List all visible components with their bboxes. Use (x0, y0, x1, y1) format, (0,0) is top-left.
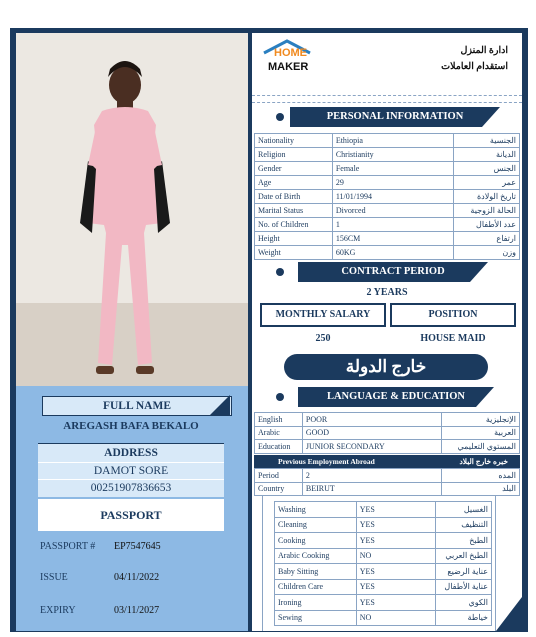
row-label: Sewing (275, 610, 357, 626)
row-arabic-label: الإنجليزية (442, 413, 520, 427)
table-row (275, 502, 492, 518)
row-value: YES (356, 564, 435, 580)
personal-info-header (290, 107, 500, 127)
table-row (255, 440, 520, 454)
row-label: Period (255, 469, 303, 483)
row-label: Religion (255, 148, 333, 162)
left-column (16, 33, 248, 631)
row-label: Arabic Cooking (275, 548, 357, 564)
contract-period-title: CONTRACT PERIOD (341, 266, 445, 277)
row-label: Date of Birth (255, 190, 333, 204)
row-arabic-label: التنظيف (436, 517, 492, 533)
row-value: YES (356, 595, 435, 611)
monthly-salary-label (260, 303, 386, 327)
row-value: Ethiopia (332, 134, 453, 148)
bullet-icon (276, 268, 284, 276)
row-value: Christianity (332, 148, 453, 162)
personal-info-title: PERSONAL INFORMATION (326, 111, 464, 122)
row-value: 29 (332, 176, 453, 190)
row-label: Cooking (275, 533, 357, 549)
phone-value: 00251907836653 (38, 479, 224, 497)
row-value: Female (332, 162, 453, 176)
previous-employment-table (254, 468, 520, 496)
passport-number-value: EP7547645 (114, 541, 161, 552)
logo-maker-text: MAKER (268, 61, 309, 73)
row-label: Children Care (275, 579, 357, 595)
table-row (255, 176, 520, 190)
passport-label: PASSPORT (38, 499, 224, 531)
expiry-value: 03/11/2027 (114, 605, 160, 616)
row-arabic-label: وزن (454, 246, 520, 260)
row-label: Gender (255, 162, 333, 176)
table-row (275, 533, 492, 549)
row-arabic-label: المستوي التعليمي (442, 440, 520, 454)
person-figure (16, 33, 248, 386)
row-label: Nationality (255, 134, 333, 148)
row-arabic-label: الطبخ (436, 533, 492, 549)
row-arabic-label: الديانة (454, 148, 520, 162)
contract-period-header (298, 262, 488, 282)
row-label: Height (255, 232, 333, 246)
position-label (390, 303, 516, 327)
row-value: YES (356, 517, 435, 533)
bullet-icon (276, 393, 284, 401)
row-label: Arabic (255, 426, 303, 440)
row-arabic-label: الطبخ العربي (436, 548, 492, 564)
row-arabic-label: العربية (442, 426, 520, 440)
row-value: POOR (302, 413, 441, 427)
table-row (255, 426, 520, 440)
row-arabic-label: الحالة الزوجية (454, 204, 520, 218)
row-value: YES (356, 579, 435, 595)
row-value: 11/01/1994 (332, 190, 453, 204)
header-divider (252, 95, 522, 103)
table-row (275, 564, 492, 580)
row-label: Education (255, 440, 303, 454)
full-name-label: FULL NAME (42, 396, 232, 416)
language-education-table (254, 412, 520, 454)
row-value: YES (356, 502, 435, 518)
row-value: 156CM (332, 232, 453, 246)
row-arabic-label: عدد الأطفال (454, 218, 520, 232)
previous-employment-header (254, 455, 520, 468)
monthly-salary-title: MONTHLY SALARY (275, 309, 371, 320)
row-label: Weight (255, 246, 333, 260)
row-arabic-label: الكوي (436, 595, 492, 611)
table-row (255, 218, 520, 232)
table-row (255, 162, 520, 176)
row-label: Marital Status (255, 204, 333, 218)
table-row (275, 610, 492, 626)
address-value: DAMOT SORE (38, 462, 224, 479)
row-label: Cleaning (275, 517, 357, 533)
company-logo (262, 39, 312, 79)
table-row (255, 134, 520, 148)
row-label: Baby Sitting (275, 564, 357, 580)
table-row (255, 148, 520, 162)
row-arabic-label: عناية الأطفال (436, 579, 492, 595)
row-arabic-label: المده (442, 469, 520, 483)
table-row (255, 232, 520, 246)
skills-table (274, 501, 492, 626)
row-value: GOOD (302, 426, 441, 440)
row-label: Ironing (275, 595, 357, 611)
table-row (255, 190, 520, 204)
row-arabic-label: البلد (442, 482, 520, 496)
table-row (255, 413, 520, 427)
contract-period-value: 2 YEARS (366, 287, 408, 298)
row-label: Washing (275, 502, 357, 518)
position-title: POSITION (428, 309, 478, 320)
issue-value: 04/11/2022 (114, 572, 160, 583)
previous-employment-title-ar: خبره خارج البلاد (459, 457, 508, 466)
row-arabic-label: الجنس (454, 162, 520, 176)
row-arabic-label: الجنسية (454, 134, 520, 148)
position-value: HOUSE MAID (420, 333, 486, 344)
passport-number-label: PASSPORT # (40, 541, 96, 552)
table-row (255, 469, 520, 483)
row-arabic-label: خياطة (436, 610, 492, 626)
table-row (275, 595, 492, 611)
row-value: NO (356, 610, 435, 626)
table-row (255, 204, 520, 218)
row-value: 2 (302, 469, 441, 483)
salary-value: 250 (315, 333, 331, 344)
row-value: NO (356, 548, 435, 564)
row-arabic-label: تاريخ الولادة (454, 190, 520, 204)
table-row (275, 579, 492, 595)
header-arabic-2: استقدام العاملات (441, 62, 508, 72)
row-arabic-label: عناية الرضيع (436, 564, 492, 580)
table-row (255, 246, 520, 260)
logo-home-text: HOME (274, 47, 307, 59)
row-value: 1 (332, 218, 453, 232)
row-arabic-label: عمر (454, 176, 520, 190)
corner-decoration (496, 597, 522, 631)
address-label: ADDRESS (38, 443, 224, 462)
row-value: YES (356, 533, 435, 549)
row-arabic-label: ارتفاع (454, 232, 520, 246)
table-row (275, 548, 492, 564)
right-column (252, 33, 522, 631)
row-label: No. of Children (255, 218, 333, 232)
row-label: English (255, 413, 303, 427)
language-education-title: LANGUAGE & EDUCATION (326, 391, 466, 402)
row-label: Country (255, 482, 303, 496)
corner-triangle-icon (210, 395, 230, 415)
row-value: Divorced (332, 204, 453, 218)
bullet-icon (276, 113, 284, 121)
table-row (275, 517, 492, 533)
expiry-label: EXPIRY (40, 605, 76, 616)
full-name-value: AREGASH BAFA BEKALO (63, 420, 199, 432)
abroad-banner: خارج الدولة (284, 354, 488, 380)
row-label: Age (255, 176, 333, 190)
row-value: BEIRUT (302, 482, 441, 496)
previous-employment-title: Previous Employment Abroad (278, 457, 375, 466)
row-value: JUNIOR SECONDARY (302, 440, 441, 454)
row-value: 60KG (332, 246, 453, 260)
row-arabic-label: الغسيل (436, 502, 492, 518)
header-arabic-1: ادارة المنزل (460, 46, 508, 56)
issue-label: ISSUE (40, 572, 68, 583)
table-row (255, 482, 520, 496)
candidate-photo (16, 33, 248, 386)
personal-info-table (254, 133, 520, 260)
language-education-header (298, 387, 494, 407)
